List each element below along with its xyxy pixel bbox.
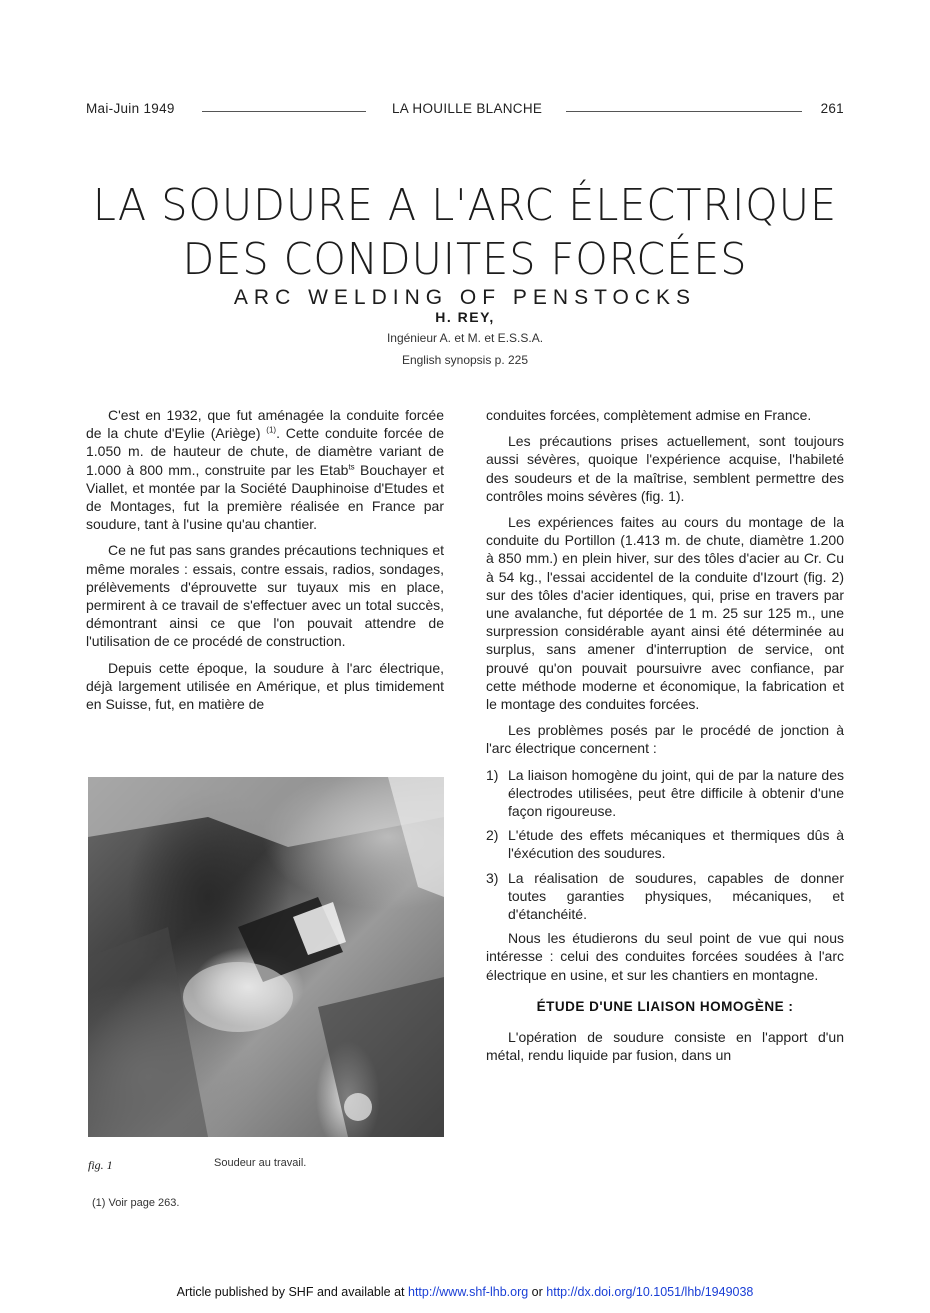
paragraph: Depuis cette époque, la soudure à l'arc électrique, déjà largement utilisée en Amérique, et plus timidement en Suisse, fut, en matière de bbox=[86, 659, 444, 713]
figure-caption: Soudeur au travail. bbox=[214, 1157, 307, 1169]
paragraph: conduites forcées, complètement admise en France. bbox=[486, 407, 812, 423]
footnote-ref: (1) bbox=[266, 425, 277, 435]
header-rule-right bbox=[566, 111, 802, 112]
issue-date: Mai-Juin 1949 bbox=[86, 101, 175, 116]
article-title-line-2: DES CONDUITES FORCÉES bbox=[182, 234, 748, 285]
paragraph: Les précautions prises actuellement, sont toujours aussi sévères, quoique l'expérience acquise, l'habileté des soudeurs et de la maîtrise, semblent permettre des contrôles moins sévères (fig. 1). bbox=[486, 433, 844, 504]
paragraph: L'opération de soudure consiste en l'apport d'un métal, rendu liquide par fusion, dans un bbox=[486, 1029, 844, 1064]
page-number: 261 bbox=[820, 101, 844, 116]
right-column bbox=[486, 406, 844, 1073]
left-column bbox=[86, 406, 444, 721]
shf-link[interactable]: http://www.shf-lhb.org bbox=[408, 1285, 529, 1299]
header-rule-left bbox=[202, 111, 366, 112]
paragraph: Les expériences faites au cours du montage de la conduite du Portillon (1.413 m. de chute, diamètre 1.200 à 850 mm.) en plein hiver, sur des tôles d'acier au Cr. Cu à 54 kg., l'essai accidentel de la conduite d'Izourt (fig. 2) sur des tôles d'acier identiques, qui, prise en travers par une avalanche, fut déportée de 1 m. 25 sur 125 m., une surpression considérable ayant ainsi été déterminée au surplus, sans amener d'interruption de service, ont prouvé qu'on pouvait poursuivre avec confiance, par cette méthode moderne et économique, la fabrication et le montage des conduites forcées. bbox=[486, 514, 844, 713]
list-item: 1) La liaison homogène du joint, qui de par la nature des électrodes utilisées, peut être difficile à obtenir d'une façon rigoureuse. bbox=[486, 766, 844, 820]
doi-link[interactable]: http://dx.doi.org/10.1051/lhb/1949038 bbox=[546, 1285, 754, 1299]
paragraph: Nous les étudierons du seul point de vue qui nous intéresse : celui des conduites forcées soudées à l'arc électrique en usine, et sur les chantiers en montagne. bbox=[486, 930, 844, 983]
english-synopsis-ref: English synopsis p. 225 bbox=[401, 353, 529, 367]
paragraph: Ce ne fut pas sans grandes précautions techniques et même morales : essais, contre essais, radios, sondages, prélèvements d'éprouvette sur tuyaux mis en place, permirent à ce travail de s'effectuer avec un total succès, démontrant ainsi ce que l'on pouvait attendre de l'utilisation de ce procédé de construction. bbox=[86, 542, 444, 650]
list-item: 3) La réalisation de soudures, capables de donner toutes garanties physiques, mécaniques, et d'étanchéité. bbox=[486, 869, 844, 923]
footnote: (1) Voir page 263. bbox=[92, 1197, 180, 1209]
paragraph: C'est en 1932, que fut aménagée la conduite forcée de la chute d'Eylie (Ariège) $^{(1)}$. Cette conduite forcée de 1.050 m. de hauteur de chute, de diamètre variant de 1.000 à 800 mm., construite par les Etab$^{ts}$ Bouchayer et Viallet, et montée par la Société Dauphinoise d'Etudes et de Montages, fut la première réalisée en France par soudure, tant à l'usine qu'au chantier. bbox=[86, 407, 444, 533]
welder-photo bbox=[88, 777, 444, 1137]
author-name: H. REY, bbox=[435, 309, 495, 325]
list-item: 2) L'étude des effets mécaniques et thermiques dûs à l'éxécution des soudures. bbox=[486, 827, 844, 862]
publication-footer: Article published by SHF and available at http://www.shf-lhb.org or http://dx.doi.org/10.1051/lhb/1949038 bbox=[176, 1285, 754, 1299]
photo-illustration bbox=[88, 777, 444, 1137]
english-title: ARC WELDING OF PENSTOCKS bbox=[233, 286, 697, 309]
figure-label: fig. 1 bbox=[88, 1158, 113, 1172]
journal-name: LA HOUILLE BLANCHE bbox=[392, 101, 543, 116]
running-header bbox=[86, 101, 844, 123]
article-title-line-1: LA SOUDURE A L'ARC ÉLECTRIQUE bbox=[92, 180, 838, 231]
author-affiliation: Ingénieur A. et M. et E.S.S.A. bbox=[386, 331, 544, 345]
paragraph: Les problèmes posés par le procédé de jonction à l'arc électrique concernent : bbox=[486, 722, 844, 757]
section-heading: ÉTUDE D'UNE LIAISON HOMOGÈNE : bbox=[536, 998, 794, 1014]
